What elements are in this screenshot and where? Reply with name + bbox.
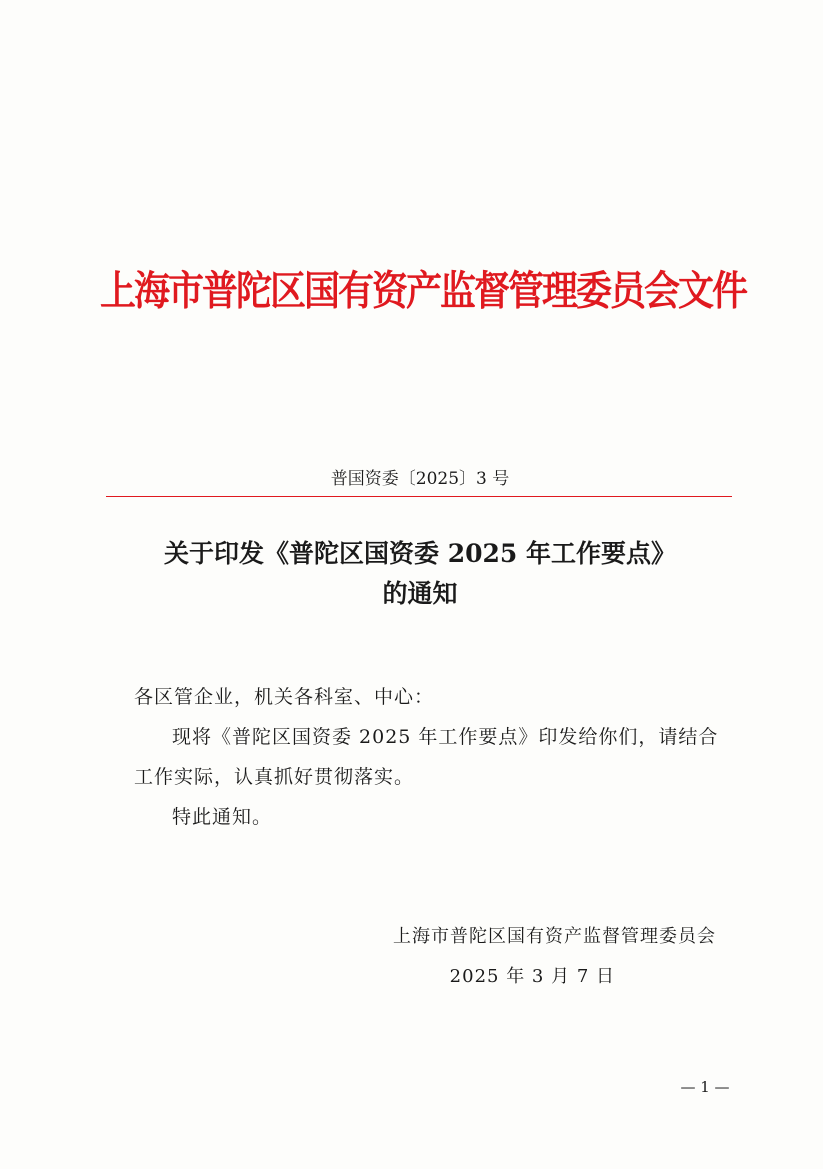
- signature-block: [300, 917, 740, 997]
- closing-text: 特此通知。: [172, 806, 273, 828]
- document-subject: [100, 534, 740, 614]
- subject-line-2: 的通知: [382, 579, 458, 608]
- issuer-header-title: 上海市普陀区国有资产监督管理委员会文件: [100, 268, 747, 315]
- document-body: [134, 677, 724, 837]
- page-number: — 1 —: [680, 1078, 730, 1096]
- salutation: 各区管企业，机关各科室、中心：: [134, 686, 435, 708]
- subject-line-1: 关于印发《普陀区国资委 2025 年工作要点》: [164, 539, 676, 568]
- body-paragraph: 现将《普陀区国资委 2025 年工作要点》印发给你们，请结合工作实际，认真抓好贯彻落实。: [134, 726, 719, 788]
- signature-date: 2025 年 3 月 7 日: [449, 966, 615, 987]
- red-divider-line: [106, 496, 732, 497]
- signature-issuer: 上海市普陀区国有资产监督管理委员会: [393, 926, 716, 947]
- document-number: 普国资委〔2025〕3 号: [330, 469, 510, 489]
